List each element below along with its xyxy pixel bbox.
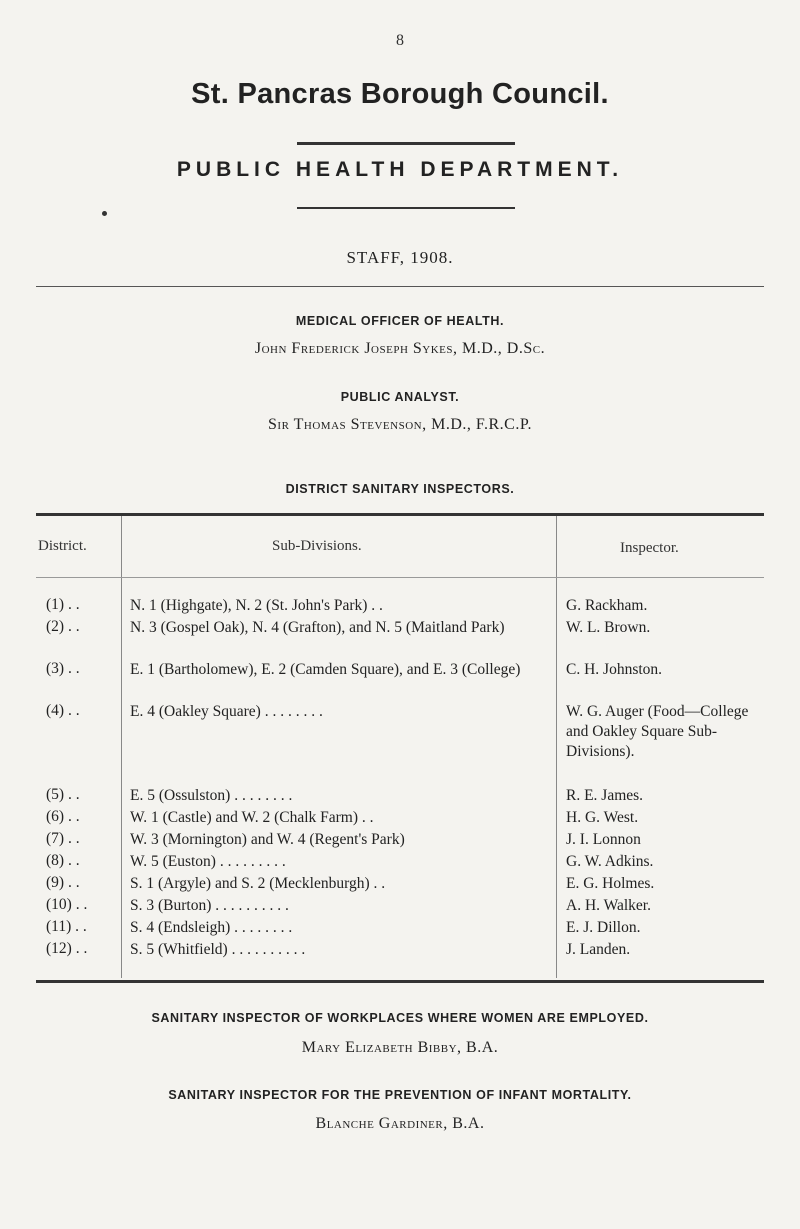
district-cell: (2) . . [46,618,80,635]
subdivisions-cell: S. 3 (Burton) . . . . . . . . . . [130,897,289,914]
table-column-divider-2 [556,516,557,978]
subdivisions-cell: S. 4 (Endsleigh) . . . . . . . . [130,919,293,936]
district-cell: (9) . . [46,874,80,891]
subdivisions-cell: N. 3 (Gospel Oak), N. 4 (Grafton), and N. 5 (Maitland Park) [130,619,505,636]
inspector-cell: G. W. Adkins. [566,853,654,870]
inspector-cell: E. G. Holmes. [566,875,655,892]
district-cell: (3) . . [46,660,80,677]
subdivisions-cell: E. 5 (Ossulston) . . . . . . . . [130,787,293,804]
district-cell: (5) . . [46,786,80,803]
subdivisions-cell: W. 1 (Castle) and W. 2 (Chalk Farm) . . [130,809,374,826]
subdivisions-cell: S. 1 (Argyle) and S. 2 (Mecklenburgh) . . [130,875,386,892]
inspector-cell: G. Rackham. [566,597,648,614]
district-cell: (7) . . [46,830,80,847]
table-header-rule [36,577,764,578]
district-cell: (4) . . [46,702,80,719]
women-workplaces-heading: SANITARY INSPECTOR OF WORKPLACES WHERE WOMEN ARE EMPLOYED. [151,1011,649,1025]
title-rule-top [297,142,515,145]
district-cell: (12) . . [46,940,88,957]
page-title: St. Pancras Borough Council. [191,78,609,110]
infant-mortality-name: Blanche Gardiner, B.A. [315,1115,485,1132]
subdivisions-cell: W. 5 (Euston) . . . . . . . . . [130,853,286,870]
department-heading: PUBLIC HEALTH DEPARTMENT. [176,158,624,181]
ink-dot [102,211,107,216]
column-header-district: District. [38,538,87,554]
table-column-divider-1 [121,516,122,978]
inspector-cell: E. J. Dillon. [566,919,641,936]
column-header-subdivisions: Sub-Divisions. [272,538,362,554]
inspector-cell: A. H. Walker. [566,897,651,914]
staff-heading: STAFF, 1908. [346,248,454,267]
subdivisions-cell: S. 5 (Whitfield) . . . . . . . . . . [130,941,306,958]
inspector-cell: C. H. Johnston. [566,661,663,678]
title-rule-bottom [297,207,515,209]
district-cell: (6) . . [46,808,80,825]
subdivisions-cell: E. 4 (Oakley Square) . . . . . . . . [130,703,323,720]
column-header-inspector: Inspector. [620,540,679,556]
table-top-rule [36,513,764,516]
district-cell: (8) . . [46,852,80,869]
subdivisions-cell: N. 1 (Highgate), N. 2 (St. John's Park) . . [130,597,383,614]
women-workplaces-name: Mary Elizabeth Bibby, B.A. [301,1039,499,1056]
medical-officer-name: John Frederick Joseph Sykes, M.D., D.Sc. [254,340,546,357]
inspector-cell: R. E. James. [566,787,644,804]
inspector-cell: W. G. Auger (Food—College and Oakley Square Sub-Divisions). [566,703,749,760]
inspector-cell: J. I. Lonnon [566,831,641,848]
district-cell: (11) . . [46,918,87,935]
public-analyst-heading: PUBLIC ANALYST. [340,390,460,404]
subdivisions-cell: W. 3 (Mornington) and W. 4 (Regent's Park) [130,831,405,848]
public-analyst-name: Sir Thomas Stevenson, M.D., F.R.C.P. [268,416,532,433]
inspector-cell: W. L. Brown. [566,619,651,636]
district-cell: (10) . . [46,896,88,913]
page-number: 8 [396,32,404,49]
medical-officer-heading: MEDICAL OFFICER OF HEALTH. [295,314,505,328]
table-bottom-rule [36,980,764,983]
staff-divider [36,286,764,287]
subdivisions-cell: E. 1 (Bartholomew), E. 2 (Camden Square), and E. 3 (College) [130,661,521,678]
inspector-cell: H. G. West. [566,809,639,826]
inspector-cell: J. Landen. [566,941,631,958]
district-cell: (1) . . [46,596,80,613]
district-inspectors-heading: DISTRICT SANITARY INSPECTORS. [285,482,515,496]
infant-mortality-heading: SANITARY INSPECTOR FOR THE PREVENTION OF INFANT MORTALITY. [168,1088,632,1102]
